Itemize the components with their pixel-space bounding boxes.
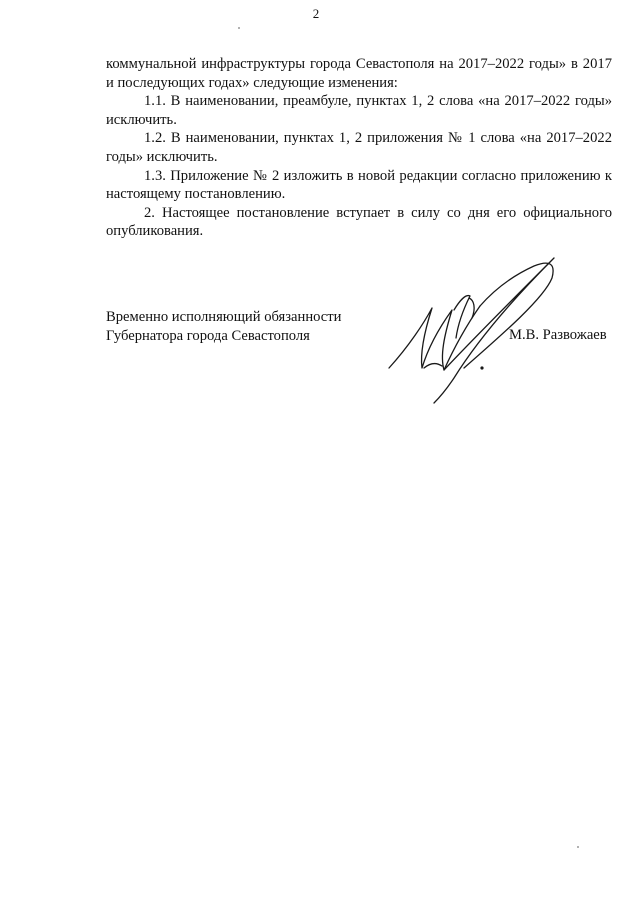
signatory-title: [106, 308, 341, 345]
signatory-title-line-2: Губернатора города Севастополя: [106, 327, 310, 344]
paragraph-item-1-1: 1.1. В наименовании, преамбуле, пунктах 1, 2 слова «на 2017–2022 годы» исключить.: [106, 93, 612, 128]
paragraph-item-1-3: 1.3. Приложение № 2 изложить в новой редакции согласно приложению к настоящему постановлению.: [106, 167, 612, 203]
document-body: [106, 55, 612, 241]
signatory-name: М.В. Развожаев: [509, 327, 607, 343]
paragraph-item-2: 2. Настоящее постановление вступает в силу со дня его официального опубликования.: [106, 204, 612, 240]
paragraph-item-1-2: 1.2. В наименовании, пунктах 1, 2 приложения № 1 слова «на 2017–2022 годы» исключить.: [106, 130, 612, 165]
handwritten-signature: [384, 238, 584, 418]
signatory-title-line-1: Временно исполняющий обязанности: [106, 309, 342, 325]
scan-speck: [577, 846, 579, 848]
page-number: 2: [312, 6, 320, 21]
scan-speck: [238, 27, 240, 29]
paragraph-continuation: коммунальной инфраструктуры города Севастополя на 2017–2022 годы» в 2017 и последующих годах» следующие изменения:: [106, 56, 612, 91]
